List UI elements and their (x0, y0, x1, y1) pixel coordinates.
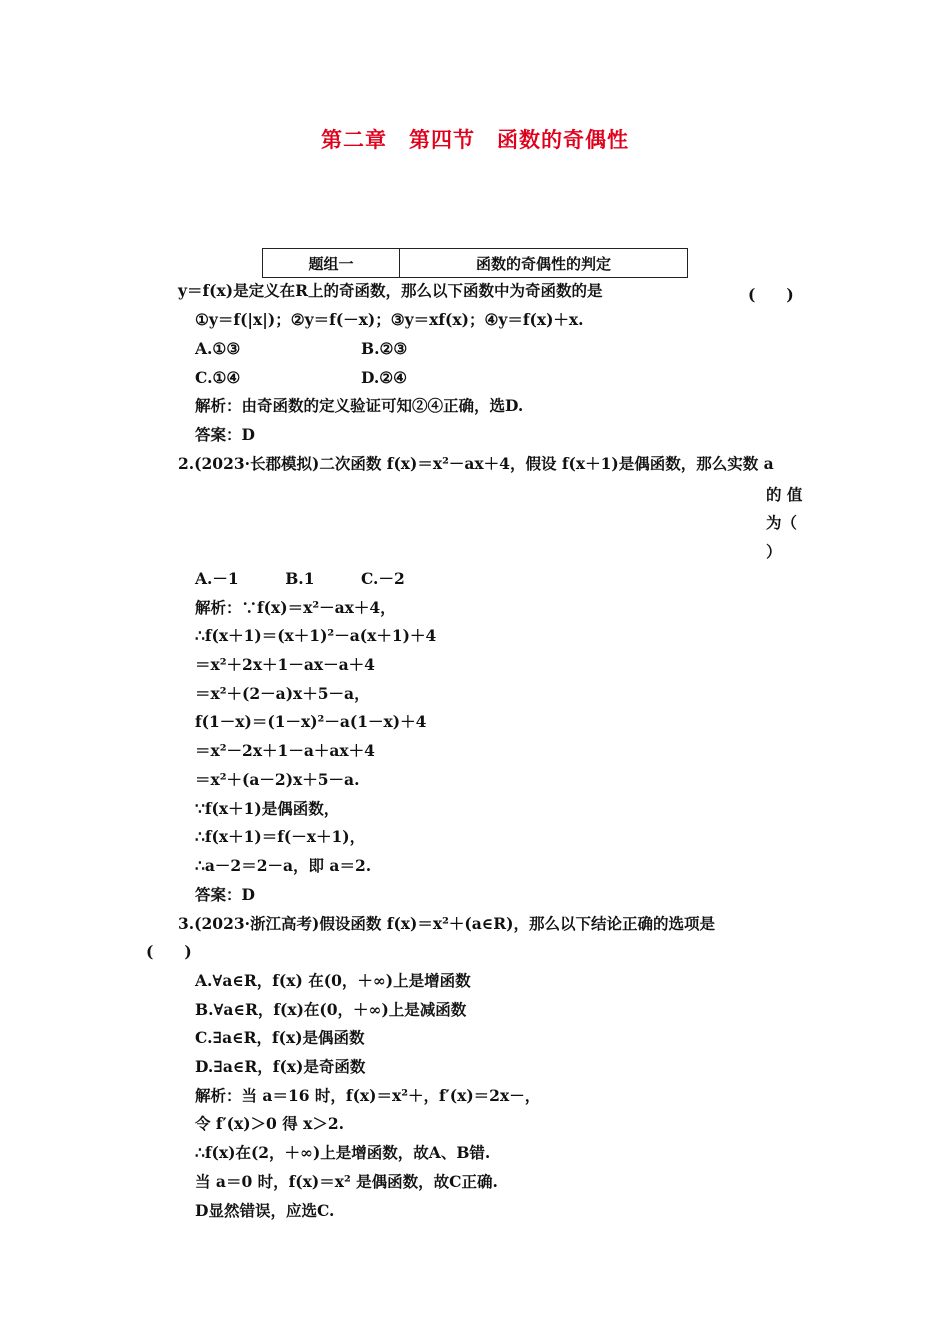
topic-table (262, 248, 688, 278)
q1-stem: y＝f(x)是定义在R上的奇函数，那么以下函数中为奇函数的是 (178, 281, 603, 300)
q2-stem-cont2: 为（ (766, 513, 798, 532)
q1-option-d: D.②④ (361, 368, 408, 387)
q3-line: ∴f(x)在(2，＋∞)上是增函数，故A、B错. (195, 1143, 491, 1162)
q3-stem-cont: ( ) (146, 942, 192, 961)
q3-line: 当 a＝0 时，f(x)＝x² 是偶函数，故C正确. (195, 1172, 498, 1191)
q1-option-c: C.①④ (195, 368, 241, 387)
q2-line: ∴a－2＝2－a，即 a＝2. (195, 856, 372, 875)
q3-option-d: D.∃a∈R，f(x)是奇函数 (195, 1057, 366, 1076)
q2-line: ∴f(x＋1)＝(x＋1)²－a(x＋1)＋4 (195, 626, 437, 645)
q2-stem-cont3: ） (766, 542, 782, 561)
q3-option-b: B.∀a∈R，f(x)在(0，＋∞)上是减函数 (195, 1000, 467, 1019)
q2-line: ＝x²－2x＋1－a＋ax＋4 (195, 741, 375, 760)
q2-answer: 答案：D (195, 885, 255, 904)
q1-analysis: 解析：由奇函数的定义验证可知②④正确，选D. (195, 396, 524, 415)
q3-line: D显然错误，应选C. (195, 1201, 335, 1220)
q1-answer-paren: ( ) (748, 285, 794, 304)
q2-options: A.－1 B.1 C.－2 (195, 569, 405, 588)
q2-line: ∴f(x＋1)＝f(－x＋1)， (195, 827, 366, 846)
q2-line: ＝x²＋2x＋1－ax－a＋4 (195, 655, 375, 674)
q1-option-b: B.②③ (361, 339, 408, 358)
q3-option-c: C.∃a∈R，f(x)是偶函数 (195, 1028, 365, 1047)
q3-stem: 3.(2023·浙江高考)假设函数 f(x)＝x²＋(a∈R)，那么以下结论正确的选项是 (178, 914, 715, 933)
q1-answer: 答案：D (195, 425, 255, 444)
q3-option-a: A.∀a∈R，f(x) 在(0，＋∞)上是增函数 (195, 971, 471, 990)
q2-line: f(1－x)＝(1－x)²－a(1－x)＋4 (195, 712, 427, 731)
q2-stem: 2.(2023·长郡模拟)二次函数 f(x)＝x²－ax＋4，假设 f(x＋1)是偶函数，那么实数 a (178, 454, 774, 473)
q3-line: 令 f′(x)＞0 得 x＞2. (195, 1114, 345, 1133)
q2-line: ∵f(x＋1)是偶函数， (195, 799, 340, 818)
q2-line: 解析：∵f(x)＝x²－ax＋4， (195, 598, 396, 617)
q3-line: 解析：当 a＝16 时，f(x)＝x²＋，f′(x)＝2x－， (195, 1086, 541, 1105)
q1-option-a: A.①③ (195, 339, 241, 358)
q2-line: ＝x²＋(a－2)x＋5－a. (195, 770, 360, 789)
q1-items: ①y＝f(|x|)；②y＝f(－x)；③y＝xf(x)；④y＝f(x)＋x. (195, 310, 584, 329)
topic-group-cell: 题组一 (263, 249, 400, 277)
q2-stem-cont1: 的 值 (766, 485, 803, 504)
topic-name-cell: 函数的奇偶性的判定 (475, 254, 611, 273)
q2-line: ＝x²＋(2－a)x＋5－a， (195, 684, 370, 703)
page-title: 第二章 第四节 函数的奇偶性 (321, 128, 629, 152)
